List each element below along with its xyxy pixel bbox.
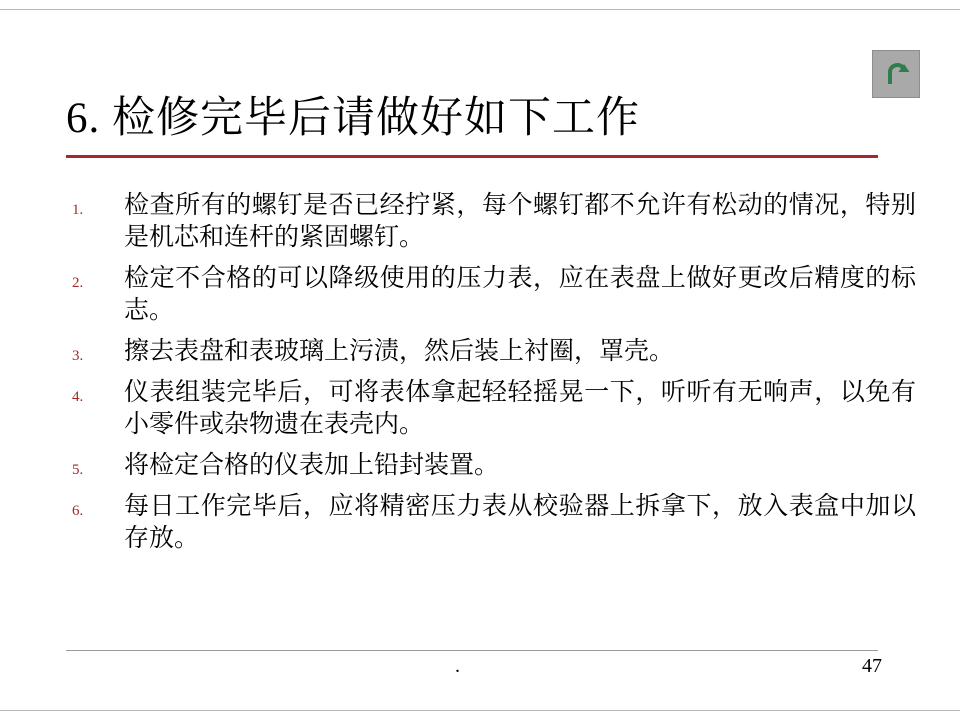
list-item-text: 仪表组装完毕后，可将表体拿起轻轻摇晃一下，听听有无响声，以免有小零件或杂物遗在表壳内。	[124, 379, 916, 438]
list-item-marker: 3.	[72, 348, 84, 364]
page-title: 6. 检修完毕后请做好如下工作	[66, 95, 640, 142]
list-item	[66, 336, 916, 368]
return-arrow-icon	[881, 59, 911, 89]
list-item-text: 检定不合格的可以降级使用的压力表，应在表盘上做好更改后精度的标志。	[124, 265, 916, 324]
list-item	[66, 450, 916, 482]
list-item-marker: 5.	[72, 462, 84, 478]
footer-center-text: .	[455, 655, 460, 677]
list-item-marker: 4.	[72, 389, 84, 405]
return-button[interactable]	[872, 50, 920, 98]
list-item	[66, 491, 916, 555]
top-divider	[0, 9, 960, 10]
list-item-text: 检查所有的螺钉是否已经拧紧，每个螺钉都不允许有松动的情况，特别是机芯和连杆的紧固螺钉。	[124, 192, 916, 251]
footer-divider	[66, 650, 878, 651]
bottom-divider	[0, 710, 960, 711]
list-item-text: 将检定合格的仪表加上铅封装置。	[124, 452, 500, 479]
list-item-text: 每日工作完毕后，应将精密压力表从校验器上拆拿下，放入表盒中加以存放。	[124, 493, 916, 552]
page-number: 47	[862, 655, 882, 677]
list-item	[66, 263, 916, 327]
list-item-marker: 1.	[72, 202, 84, 218]
title-underline	[66, 155, 878, 158]
instruction-list	[66, 190, 916, 564]
list-item	[66, 190, 916, 254]
list-item-marker: 2.	[72, 275, 84, 291]
list-item	[66, 377, 916, 441]
list-item-marker: 6.	[72, 503, 84, 519]
list-item-text: 擦去表盘和表玻璃上污渍，然后装上衬圈，罩壳。	[124, 338, 675, 365]
